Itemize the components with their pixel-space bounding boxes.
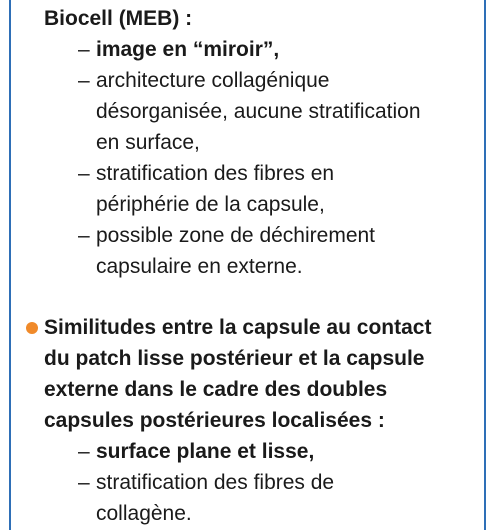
section1-item2-line1: architecture collagénique — [96, 69, 330, 92]
section1-item2-line3: en surface, — [96, 131, 200, 154]
section2-item2-line2: collagène. — [96, 502, 192, 525]
section1-item3-line1: stratification des fibres en — [96, 162, 335, 185]
section2-item2-line1: stratification des fibres de — [96, 471, 335, 494]
section2-item1-line1: surface plane et lisse, — [96, 440, 315, 463]
section2-heading-line4: capsules postérieures localisées : — [44, 409, 385, 432]
dash-marker: – — [78, 440, 90, 463]
section1-item4-line2: capsulaire en externe. — [96, 255, 303, 278]
section1-item3-line2: périphérie de la capsule, — [96, 193, 325, 216]
section1-heading: Biocell (MEB) : — [44, 7, 193, 30]
orange-bullet-icon — [26, 322, 38, 334]
section1-item2-line2: désorganisée, aucune stratification — [96, 100, 421, 123]
dash-marker: – — [78, 69, 90, 92]
dash-marker: – — [78, 162, 90, 185]
dash-marker: – — [78, 38, 90, 61]
section2-heading-line1: Similitudes entre la capsule au contact — [44, 316, 432, 339]
section2-heading-line3: externe dans le cadre des doubles — [44, 378, 388, 401]
dash-marker: – — [78, 471, 90, 494]
section1-item4-line1: possible zone de déchirement — [96, 224, 376, 247]
section2-heading-line2: du patch lisse postérieur et la capsule — [44, 347, 425, 370]
dash-marker: – — [78, 224, 90, 247]
section1-item1-line1: image en “miroir”, — [96, 38, 280, 61]
